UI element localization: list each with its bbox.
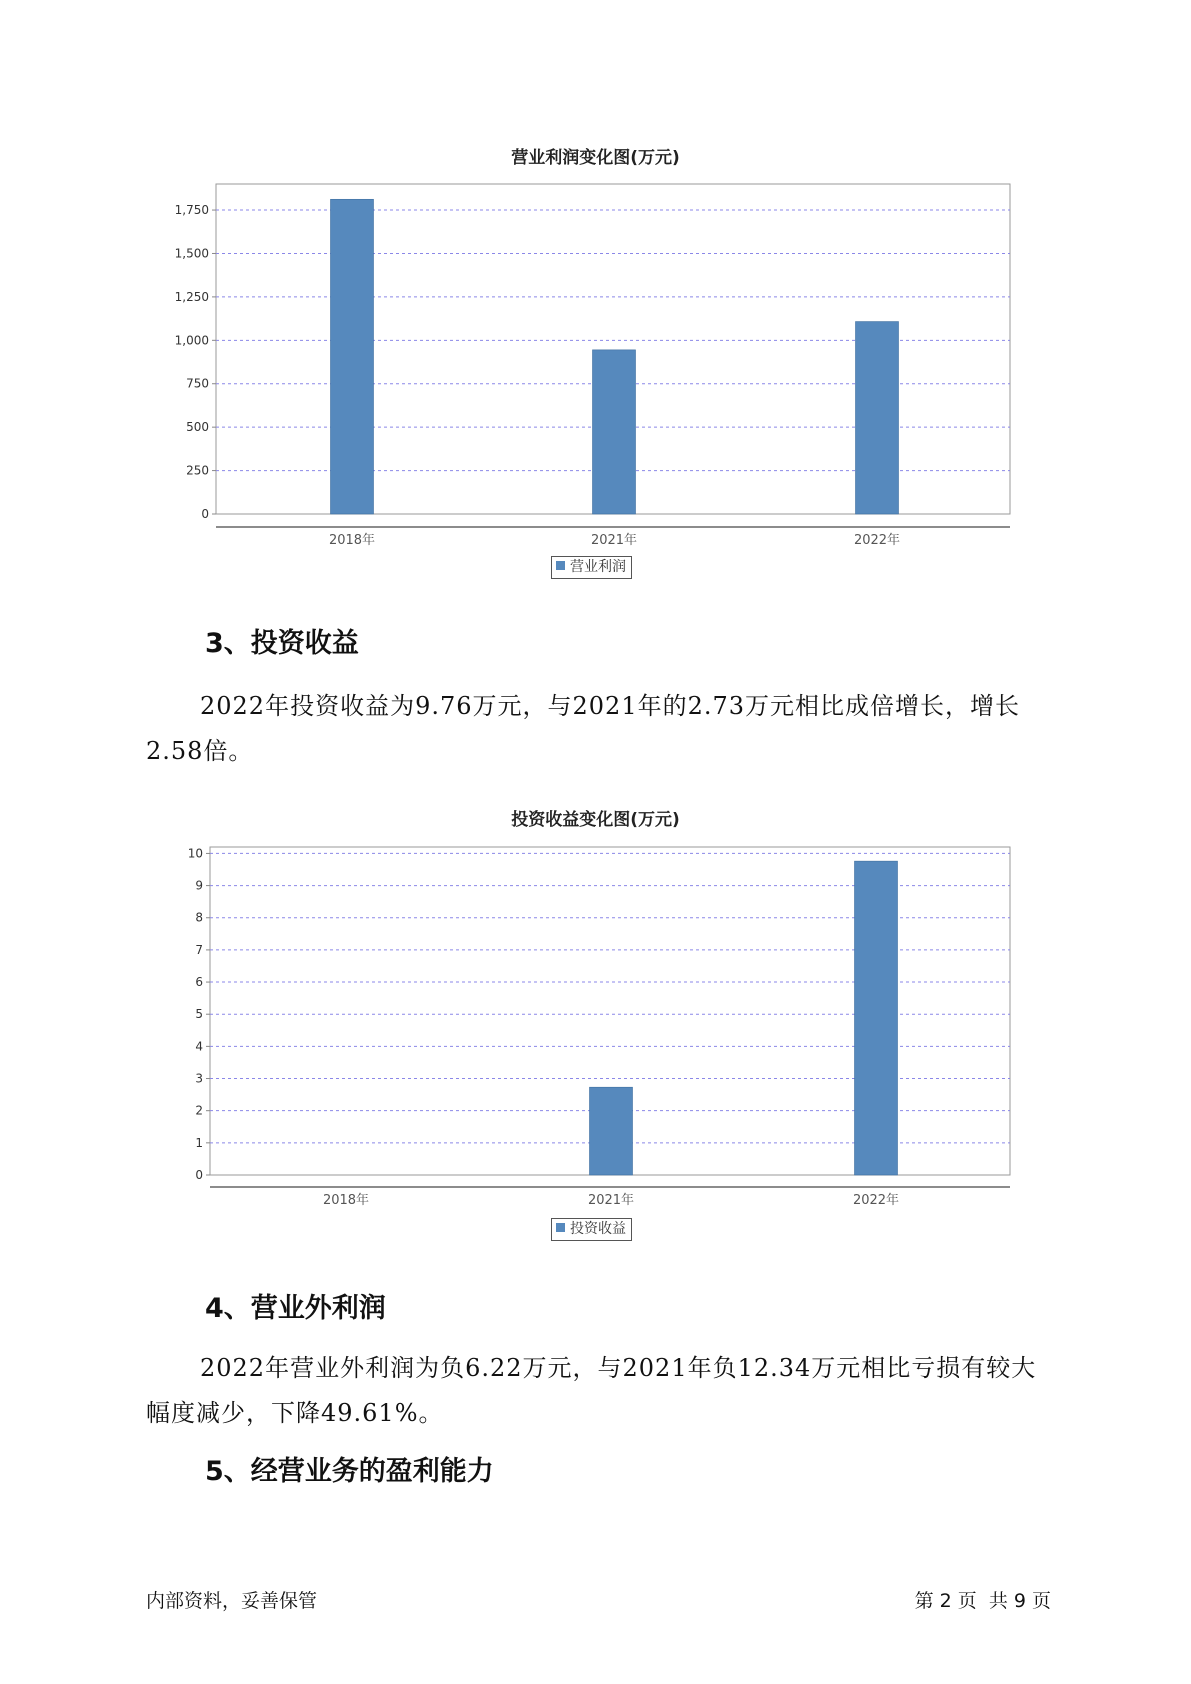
bar [856,322,899,514]
bar [331,199,374,514]
y-tick-label: 1,500 [174,246,209,261]
x-tick-label: 2018年 [328,533,376,548]
section-heading-investment-income: 3、投资收益 [205,628,359,659]
x-tick-label: 2018年 [322,1193,370,1208]
y-tick-label: 750 [186,376,209,391]
y-tick-label: 0 [201,507,209,521]
y-tick-label: 250 [186,463,209,478]
y-tick-label: 4 [195,1039,203,1054]
chart-operating-profit [0,172,1191,548]
footer-confidential-note: 内部资料，妥善保管 [146,1590,318,1612]
y-tick-label: 9 [195,878,203,893]
chart-legend-investment-income [551,1218,632,1241]
y-tick-label: 1,750 [174,203,209,218]
y-tick-label: 5 [195,1007,203,1022]
bar [593,350,636,514]
x-tick-label: 2022年 [852,1193,900,1208]
section-heading-business-profitability: 5、经营业务的盈利能力 [205,1456,494,1487]
y-tick-label: 500 [186,420,209,435]
legend-label: 投资收益 [570,1221,626,1237]
bar [590,1087,633,1175]
legend-swatch [556,1223,565,1232]
x-tick-label: 2021年 [587,1193,635,1208]
chart-title-investment-income: 投资收益变化图(万元) [511,810,680,830]
y-tick-label: 6 [195,975,203,990]
chart-title-operating-profit: 营业利润变化图(万元) [511,148,680,168]
section-paragraph-non-operating-profit: 2022年营业外利润为负6.22万元，与2021年负12.34万元相比亏损有较大幅度减少，下降49.61%。 [146,1354,1037,1427]
bar [855,861,898,1175]
y-tick-label: 3 [195,1071,203,1086]
y-tick-label: 2 [195,1103,203,1118]
y-tick-label: 1,250 [174,289,209,304]
section-paragraph-investment-income: 2022年投资收益为9.76万元，与2021年的2.73万元相比成倍增长，增长2.58倍。 [146,692,1021,765]
x-tick-label: 2022年 [853,533,901,548]
y-tick-label: 1,000 [174,333,209,348]
y-tick-label: 0 [195,1168,203,1182]
legend-label: 营业利润 [570,559,626,575]
chart-legend-operating-profit [551,556,632,579]
x-tick-label: 2021年 [590,533,638,548]
section-heading-non-operating-profit: 4、营业外利润 [205,1293,386,1324]
y-tick-label: 7 [195,942,203,957]
y-tick-label: 8 [195,910,203,925]
y-tick-label: 1 [195,1135,203,1150]
footer-page-number: 第 2 页 共 9 页 [914,1590,1051,1612]
chart-investment-income [0,835,1191,1208]
y-tick-label: 10 [187,846,203,861]
legend-swatch [556,561,565,570]
